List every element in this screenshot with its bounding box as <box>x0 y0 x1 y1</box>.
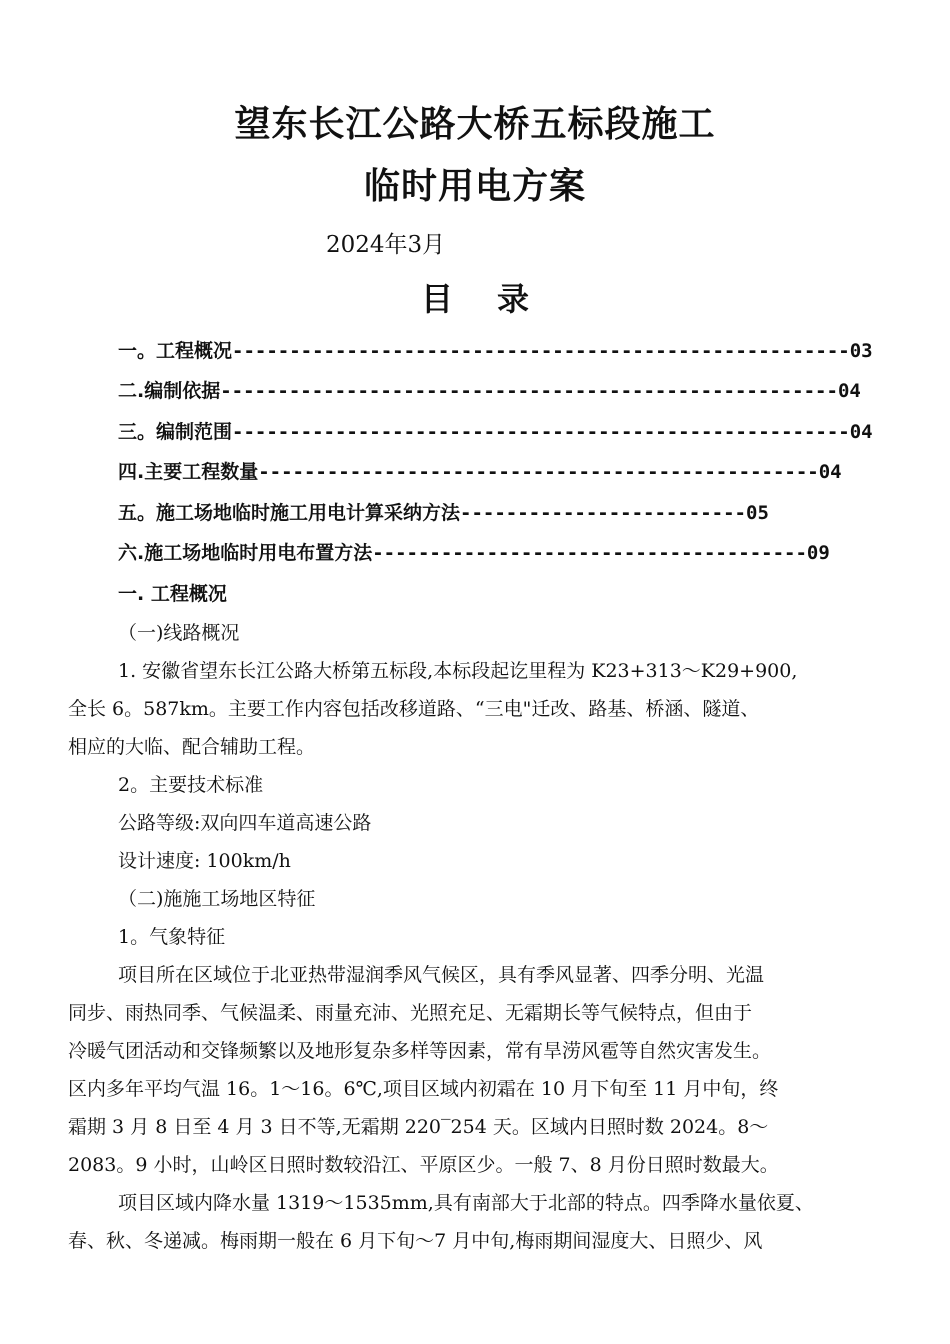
toc-entry[interactable] <box>118 336 873 363</box>
toc-label: 四.主要工程数量 <box>118 461 259 483</box>
toc-leader: -------------------------------------- <box>372 542 807 564</box>
toc-page: 04 <box>849 421 873 443</box>
toc-leader: ------------------------------------------------------ <box>232 340 850 362</box>
paragraph-line: 项目所在区域位于北亚热带湿润季风气候区，具有季风显著、四季分明、光温 <box>118 964 765 986</box>
toc-heading-char: 录 <box>497 280 530 318</box>
paragraph-line: 2083。9 小时，山岭区日照时数较沿江、平原区少。一般 7、8 月份日照时数最大。 <box>68 1154 779 1176</box>
toc-leader: ------------------------------------------------- <box>258 461 819 483</box>
list-item: 公路等级:双向四车道高速公路 <box>118 812 372 834</box>
list-item: 2。主要技术标准 <box>118 774 264 796</box>
subsection-heading: （一)线路概况 <box>118 622 240 644</box>
toc-heading <box>0 274 950 320</box>
list-item: 设计速度: 100km/h <box>118 850 291 872</box>
toc-label: 六.施工场地临时用电布置方法 <box>118 542 373 564</box>
list-item: 1。气象特征 <box>118 926 226 948</box>
toc-entry[interactable] <box>118 376 861 403</box>
toc-page: 04 <box>818 461 842 483</box>
toc-label: 二.编制依据 <box>118 380 221 402</box>
section-heading: 一. 工程概况 <box>118 583 227 605</box>
toc-page: 09 <box>806 542 830 564</box>
paragraph-line: 春、秋、冬递减。梅雨期一般在 6 月下旬～7 月中旬,梅雨期间湿度大、日照少、风 <box>68 1230 763 1252</box>
document-title: 望东长江公路大桥五标段施工 <box>234 103 716 145</box>
toc-label: 一。工程概况 <box>118 340 233 362</box>
paragraph-line: 全长 6。587km。主要工作内容包括改移道路、“三电"迁改、路基、桥涵、隧道、 <box>68 698 760 720</box>
paragraph-line: 区内多年平均气温 16。1～16。6℃,项目区域内初霜在 10 月下旬至 11 月中旬，终 <box>68 1078 779 1100</box>
paragraph-line: 冷暖气团活动和交锋频繁以及地形复杂多样等因素，常有旱涝风雹等自然灾害发生。 <box>68 1040 772 1062</box>
paragraph-line: 相应的大临、配合辅助工程。 <box>68 736 316 758</box>
toc-entry[interactable] <box>118 498 769 525</box>
paragraph-line: 霜期 3 月 8 日至 4 月 3 日不等,无霜期 220‾254 天。区域内日照时数 2024。8～ <box>68 1116 769 1138</box>
toc-entry[interactable] <box>118 538 830 565</box>
toc-page: 05 <box>746 502 769 524</box>
toc-label: 五。施工场地临时施工用电计算采纳方法 <box>118 502 461 524</box>
toc-page: 04 <box>837 380 861 402</box>
paragraph-line: 同步、雨热同季、气候温柔、雨量充沛、光照充足、无霜期长等气候特点，但由于 <box>68 1002 753 1024</box>
document-date: 2024年3月 <box>326 232 446 258</box>
subsection-heading: （二)施施工场地区特征 <box>118 888 316 910</box>
toc-leader: ------------------------- <box>460 502 746 524</box>
paragraph-line: 1. 安徽省望东长江公路大桥第五标段,本标段起讫里程为 K23+313～K29+900, <box>118 660 798 682</box>
paragraph-line: 项目区域内降水量 1319～1535mm,具有南部大于北部的特点。四季降水量依夏、 <box>118 1192 814 1214</box>
toc-entry[interactable] <box>118 417 873 444</box>
toc-leader: ------------------------------------------------------ <box>232 421 850 443</box>
toc-label: 三。编制范围 <box>118 421 233 443</box>
document-subtitle: 临时用电方案 <box>363 165 586 207</box>
toc-heading-char: 目 <box>420 280 453 318</box>
toc-leader: ------------------------------------------------------ <box>220 380 838 402</box>
toc-entry[interactable] <box>118 457 842 484</box>
toc-page: 03 <box>849 340 873 362</box>
